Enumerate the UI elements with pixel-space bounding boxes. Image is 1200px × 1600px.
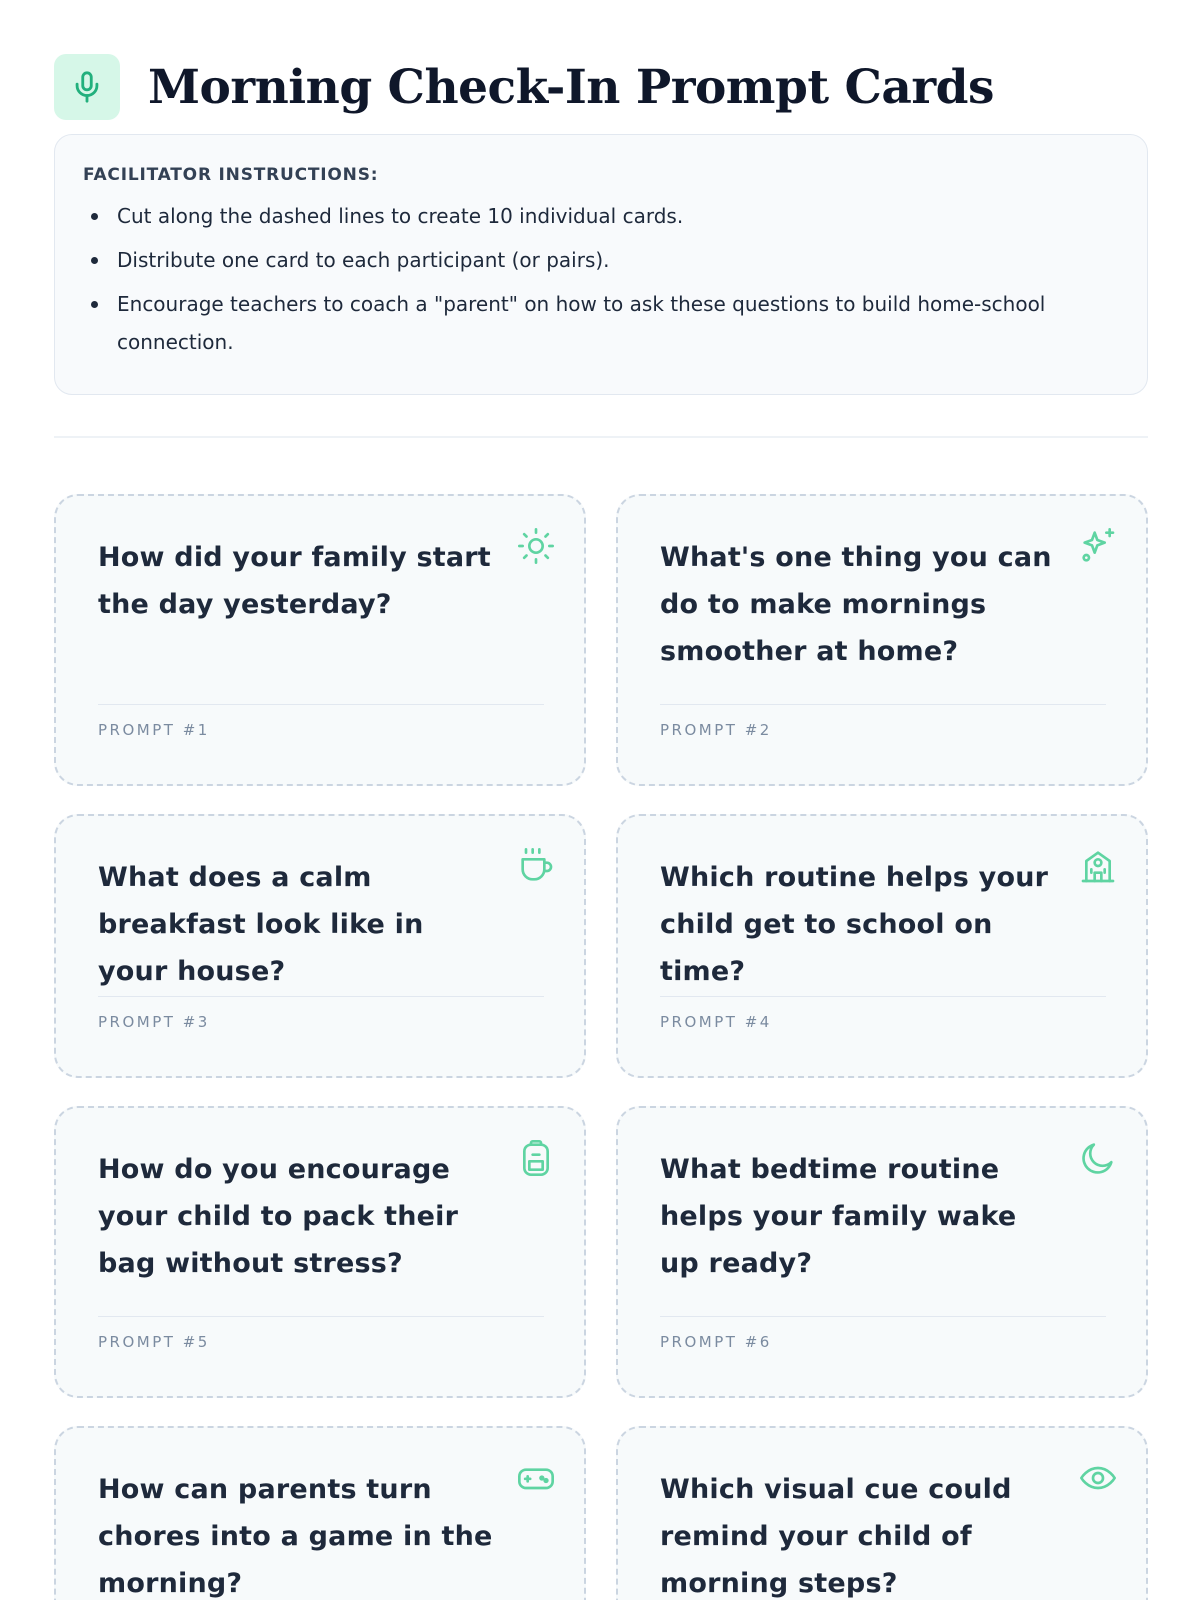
- instruction-item: Cut along the dashed lines to create 10 individual cards.: [83, 197, 1119, 235]
- card-footer: [98, 996, 544, 1031]
- gamepad-icon: [516, 1458, 556, 1498]
- prompt-card: [616, 494, 1148, 786]
- page-title: Morning Check-In Prompt Cards: [148, 59, 994, 115]
- card-question: How can parents turn chores into a game in the morning?: [98, 1474, 493, 1599]
- instructions-heading: FACILITATOR INSTRUCTIONS:: [83, 165, 379, 185]
- moon-icon: [1078, 1138, 1118, 1178]
- facilitator-instructions: [54, 134, 1148, 395]
- card-label: PROMPT #1: [98, 721, 210, 739]
- card-question: Which routine helps your child get to school on time?: [660, 862, 1049, 987]
- coffee-cup-icon: [516, 846, 556, 886]
- card-label: PROMPT #4: [660, 1013, 772, 1031]
- card-question: What bedtime routine helps your family wake up ready?: [660, 1154, 1017, 1279]
- card-footer: [660, 996, 1106, 1031]
- prompt-card: [616, 1106, 1148, 1398]
- sparkles-icon: [1078, 526, 1118, 566]
- card-label: PROMPT #5: [98, 1333, 210, 1351]
- sun-icon: [516, 526, 556, 566]
- section-divider: [54, 436, 1148, 438]
- backpack-icon: [516, 1138, 556, 1178]
- card-question: Which visual cue could remind your child of morning steps?: [660, 1474, 1012, 1599]
- card-label: PROMPT #3: [98, 1013, 210, 1031]
- card-label: PROMPT #6: [660, 1333, 772, 1351]
- logo-badge: [54, 54, 120, 120]
- card-question: What does a calm breakfast look like in your house?: [98, 862, 424, 987]
- instructions-list: [83, 197, 1119, 361]
- card-question: What's one thing you can do to make mornings smoother at home?: [660, 542, 1052, 667]
- card-footer: [660, 1316, 1106, 1351]
- header: [54, 54, 994, 120]
- eye-icon: [1078, 1458, 1118, 1498]
- microphone-icon: [70, 70, 104, 104]
- card-footer: [660, 704, 1106, 739]
- card-question: How do you encourage your child to pack their bag without stress?: [98, 1154, 459, 1279]
- instruction-item: Distribute one card to each participant (or pairs).: [83, 241, 1119, 279]
- card-label: PROMPT #2: [660, 721, 772, 739]
- school-icon: [1078, 846, 1118, 886]
- prompt-card: [616, 814, 1148, 1078]
- prompt-card: [54, 1426, 586, 1600]
- card-question: How did your family start the day yesterday?: [98, 542, 491, 620]
- prompt-card: [54, 1106, 586, 1398]
- card-footer: [98, 1316, 544, 1351]
- prompt-card: [616, 1426, 1148, 1600]
- prompt-card: [54, 494, 586, 786]
- prompt-card: [54, 814, 586, 1078]
- instruction-item: Encourage teachers to coach a "parent" on how to ask these questions to build home-school connection.: [83, 285, 1119, 361]
- card-footer: [98, 704, 544, 739]
